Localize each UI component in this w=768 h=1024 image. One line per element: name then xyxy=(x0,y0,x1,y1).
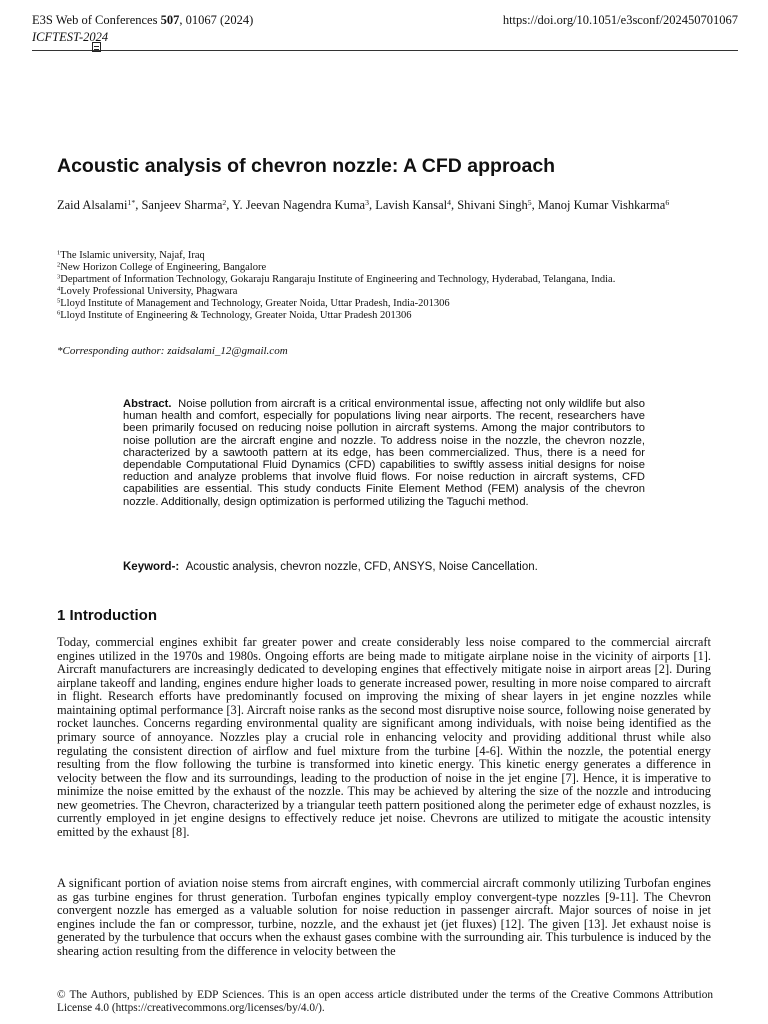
header-rule xyxy=(32,50,738,51)
affiliation-item xyxy=(57,310,717,322)
affiliation-mark: 1 xyxy=(57,249,61,257)
doi-link[interactable]: https://doi.org/10.1051/e3sconf/202450701067 xyxy=(502,13,738,27)
affiliation-item xyxy=(57,298,717,310)
keywords-block xyxy=(123,561,683,574)
author-affil-mark: 4 xyxy=(447,197,451,207)
author-affil-mark: 5 xyxy=(527,197,532,207)
affiliation-text: Lloyd Institute of Management and Technology, Greater Noida, Uttar Pradesh, India-201306 xyxy=(60,298,450,310)
affiliation-item xyxy=(57,274,717,286)
author-separator: , xyxy=(135,198,142,212)
affiliation-item xyxy=(57,262,717,274)
license-footer: © The Authors, published by EDP Sciences. This is an open access article distributed under the terms of the Creative Commons Attribution License 4.0 (https://creativecommons.org/licenses/by/4.0/). xyxy=(57,989,713,1014)
author-name: Sanjeev Sharma xyxy=(141,198,223,212)
affiliation-item xyxy=(57,250,717,262)
body-paragraph: A significant portion of aviation noise stems from aircraft engines, with commercial aircraft commonly utilizing Turbofan engines as gas turbine engines for thrust generation. Turbofan engines typically employ convergent-type nozzles [9-11]. The Chevron convergent nozzle has emerged as a valuable solution for noise reduction in passenger aircraft. Major sources of noise in jet engines include the fan or compressor, turbine, nozzle, and the exhaust jet (jet fluxes) [12]. The given [13]. Jet exhaust noise is generated by the turbulence that occurs when the exhaust gases combine with the surrounding air. This turbulence is induced by the shearing action resulting from the difference in velocity between the xyxy=(57,876,711,958)
corresponding-author: *Corresponding author: zaidsalami_12@gmail.com xyxy=(57,345,288,357)
author-affil-mark: 3 xyxy=(365,197,369,207)
section-heading: 1 Introduction xyxy=(57,607,157,624)
author-name: Zaid Alsalami xyxy=(57,198,128,212)
journal-name: E3S Web of Conferences xyxy=(32,13,158,27)
affiliation-mark: 2 xyxy=(57,261,61,269)
abstract-text: Noise pollution from aircraft is a critical environmental issue, affecting not only wildlife but also human health and comfort, especially for populations living near airports. The recent, researchers have been primarily focused on reducing noise pollution in aircraft systems. Among the major contributors to noise pollution are the aircraft engine and nozzle. To address noise in the nozzle, the chevron nozzle, characterized by a sawtooth pattern at its edge, has been commercialized. Thus, there is a need for dependable Computational Fluid Dynamics (CFD) capabilities to swiftly assess initial designs for noise reduction and analyze problems that involve fluid flows. For noise reduction in aircraft systems, CFD capabilities are essential. This study conducts Finite Element Method (FEM) analysis of the chevron nozzle. Additionally, design optimization is performed utilizing the Taguchi method. xyxy=(123,398,645,508)
author-separator: , xyxy=(368,198,376,212)
abstract-block xyxy=(123,398,645,508)
author-name: Lavish Kansal xyxy=(375,198,448,212)
author-name: Manoj Kumar Vishkarma xyxy=(537,198,666,212)
journal-citation xyxy=(32,13,253,28)
conference-name: ICFTEST-2024 xyxy=(32,30,109,44)
keywords-label: Keyword-: xyxy=(123,561,180,573)
author-list xyxy=(57,198,697,212)
article-number-year: , 01067 (2024) xyxy=(179,13,254,27)
affiliation-text: Lovely Professional University, Phagwara xyxy=(60,286,238,298)
journal-volume: 507 xyxy=(160,13,180,27)
paper-title: Acoustic analysis of chevron nozzle: A CFD approach xyxy=(57,155,556,177)
affiliation-list xyxy=(57,250,717,323)
author-separator: , xyxy=(226,198,233,212)
author-separator: , xyxy=(450,198,458,212)
author-affil-mark: 6 xyxy=(665,197,670,207)
affiliation-text: New Horizon College of Engineering, Bangalore xyxy=(60,262,267,274)
affiliation-mark: 5 xyxy=(57,297,61,305)
affiliation-mark: 4 xyxy=(57,285,61,293)
author-separator: , xyxy=(531,198,538,212)
affiliation-mark: 3 xyxy=(57,273,61,281)
affiliation-mark: 6 xyxy=(57,309,61,317)
affiliation-text: The Islamic university, Najaf, Iraq xyxy=(60,250,205,261)
affiliation-text: Lloyd Institute of Engineering & Technology, Greater Noida, Uttar Pradesh 201306 xyxy=(60,310,412,322)
abstract-label: Abstract. xyxy=(123,398,172,410)
affiliation-item xyxy=(57,286,717,298)
author-affil-mark: 2 xyxy=(222,197,227,207)
author-name: Shivani Singh xyxy=(457,198,528,212)
keywords-text: Acoustic analysis, chevron nozzle, CFD, ANSYS, Noise Cancellation. xyxy=(185,561,538,573)
crossmark-icon[interactable] xyxy=(92,42,101,52)
body-paragraph: Today, commercial engines exhibit far greater power and create considerably less noise compared to the commercial aircraft engines utilized in the 1970s and 1980s. Ongoing efforts are being made to mitigate airplane noise in the vicinity of airports [1]. Aircraft manufacturers are increasingly dedicated to developing engines that effectively mitigate noise in airport areas [2]. During airplane takeoff and landing, engines endure higher loads to generate increased power, resulting in more noise compared to aircraft in flight. Research efforts have predominantly focused on improving the mixing of shear layers in jet engine nozzles while maintaining optimal performance [3]. Aircraft noise ranks as the second most disruptive noise source, following noise generated by rocket launches. Concerns regarding environmental quality are significant among individuals, with noise being identified as the primary source of annoyance. Nozzles play a crucial role in enhancing velocity and providing additional thrust while also regulating the consistent direction of airflow and fuel mixture from the turbine [4-6]. Within the nozzle, the potential energy resulting from the flow following the turbine is transformed into kinetic energy. This kinetic energy generates a difference in velocity between the flow and its surroundings, leading to the production of noise in the jet engine [7]. Hence, it is imperative to minimize the noise emitted by the exhaust of the nozzle. This may be achieved by altering the size of the nozzle and introducing new geometries. The Chevron, characterized by a triangular teeth pattern positioned along the perimeter edge of exhaust nozzles, is currently employed in jet engine designs to effectively reduce jet noise. Chevrons are utilized to mitigate the acoustic intensity emitted by the exhaust [8]. xyxy=(57,635,711,839)
author-affil-mark: 1* xyxy=(127,197,136,207)
author-name: Y. Jeevan Nagendra Kuma xyxy=(232,198,366,212)
affiliation-text: Department of Information Technology, Gokaraju Rangaraju Institute of Engineering and Technology, Hyderabad, Telangana, India. xyxy=(60,274,616,286)
